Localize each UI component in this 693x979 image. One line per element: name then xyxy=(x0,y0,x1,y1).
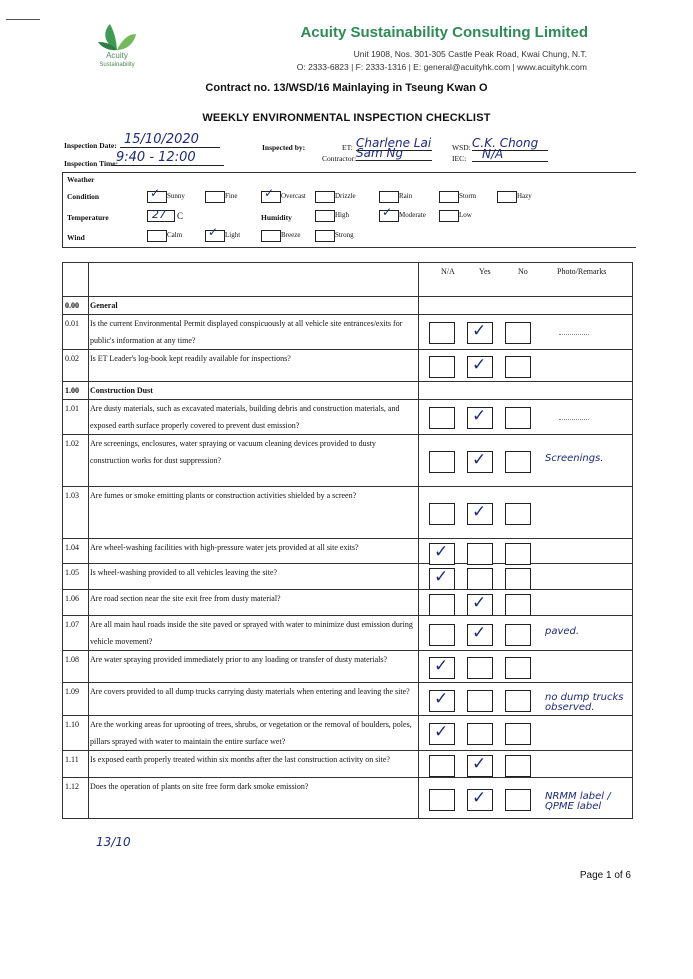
inspection-date-label: Inspection Date: xyxy=(64,141,117,150)
overcast-checkbox[interactable]: ✓ xyxy=(261,191,281,203)
hazy-checkbox[interactable] xyxy=(497,191,517,203)
item-number: 1.12 xyxy=(63,778,89,819)
company-address: Unit 1908, Nos. 301-305 Castle Peak Road, Kwai Chung, N.T. xyxy=(353,49,587,59)
contractor-value: Sam Ng xyxy=(356,146,432,161)
item-number: 1.05 xyxy=(63,564,89,590)
scan-mark xyxy=(6,19,40,20)
table-row xyxy=(63,564,633,590)
table-row xyxy=(63,751,633,778)
table-row xyxy=(63,683,633,716)
et-value: Charlene Lai xyxy=(356,136,432,150)
no-checkbox[interactable] xyxy=(505,543,531,565)
na-checkbox[interactable] xyxy=(429,407,455,429)
item-number: 1.02 xyxy=(63,435,89,487)
check-mark-icon: ✓ xyxy=(434,542,449,562)
check-mark-icon: ✓ xyxy=(434,567,449,587)
table-row xyxy=(63,400,633,435)
yes-checkbox[interactable] xyxy=(467,322,493,344)
question-text: Are screenings, enclosures, water spraying or vacuum cleaning devices provided to dusty construction works for dust suppression? xyxy=(89,435,419,487)
remark-text: NRMM label / QPME label xyxy=(545,791,611,812)
question-text: Are water spraying provided immediately prior to any loading or transfer of dusty materials? xyxy=(89,651,419,683)
check-mark-icon: ✓ xyxy=(472,321,487,341)
na-checkbox[interactable] xyxy=(429,789,455,811)
no-checkbox[interactable] xyxy=(505,356,531,378)
question-text: Are the working areas for uprooting of trees, shrubs, or vegetation or the removal of boulders, poles, pillars sprayed with water to maintain the entire surface wet? xyxy=(89,716,419,751)
table-row xyxy=(63,716,633,751)
no-checkbox[interactable] xyxy=(505,451,531,473)
item-number: 1.10 xyxy=(63,716,89,751)
condition-label: Condition xyxy=(67,192,100,201)
item-number: 0.02 xyxy=(63,350,89,382)
company-name-wrap xyxy=(0,24,588,42)
table-row xyxy=(63,435,633,487)
no-checkbox[interactable] xyxy=(505,503,531,525)
section-row xyxy=(63,382,633,400)
check-mark-icon: ✓ xyxy=(472,450,487,470)
na-checkbox[interactable] xyxy=(429,624,455,646)
no-checkbox[interactable] xyxy=(505,723,531,745)
yes-checkbox[interactable] xyxy=(467,503,493,525)
na-checkbox[interactable] xyxy=(429,451,455,473)
inspection-time-value: 9:40 - 12:00 xyxy=(112,150,224,166)
yes-checkbox[interactable] xyxy=(467,624,493,646)
item-number: 1.06 xyxy=(63,590,89,616)
breeze-wind-checkbox[interactable] xyxy=(261,230,281,242)
na-checkbox[interactable] xyxy=(429,568,455,590)
item-number: 0.00 xyxy=(63,297,89,315)
no-checkbox[interactable] xyxy=(505,690,531,712)
answer-cell xyxy=(419,716,633,751)
question-text: Are covers provided to all dump trucks carrying dusty materials when entering and leaving the site? xyxy=(89,683,419,716)
no-checkbox[interactable] xyxy=(505,624,531,646)
no-checkbox[interactable] xyxy=(505,594,531,616)
table-row xyxy=(63,539,633,564)
yes-checkbox[interactable] xyxy=(467,594,493,616)
no-checkbox[interactable] xyxy=(505,407,531,429)
answer-cell xyxy=(419,778,633,819)
overcast-label: Overcast xyxy=(281,192,306,200)
no-checkbox[interactable] xyxy=(505,789,531,811)
question-text: Are wheel-washing facilities with high-pressure water jets provided at all site exits? xyxy=(89,539,419,564)
drizzle-checkbox[interactable] xyxy=(315,191,335,203)
check-mark-icon: ✓ xyxy=(434,722,449,742)
inspection-date-value: 15/10/2020 xyxy=(120,132,220,148)
col-na-header: N/A xyxy=(441,267,455,276)
inspected-by-label: Inspected by: xyxy=(262,143,306,152)
drizzle-label: Drizzle xyxy=(335,192,356,200)
table-row xyxy=(63,651,633,683)
na-checkbox[interactable] xyxy=(429,594,455,616)
hazy-label: Hazy xyxy=(517,192,532,200)
yes-checkbox[interactable] xyxy=(467,789,493,811)
col-remarks-header: Photo/Remarks xyxy=(557,267,607,276)
header-question-cell xyxy=(89,263,419,297)
page-title: WEEKLY ENVIRONMENTAL INSPECTION CHECKLIST xyxy=(202,112,491,124)
breeze-wind-label: Breeze xyxy=(281,231,301,239)
header-answers-cell xyxy=(419,263,633,297)
company-name: Acuity Sustainability Consulting Limited xyxy=(300,24,588,41)
check-mark-icon: ✓ xyxy=(472,355,487,375)
table-row xyxy=(63,487,633,539)
na-checkbox[interactable] xyxy=(429,723,455,745)
remark-text: no dump trucks observed. xyxy=(545,692,624,713)
na-checkbox[interactable] xyxy=(429,543,455,565)
weather-section xyxy=(62,172,636,248)
temperature-unit: C xyxy=(177,211,184,221)
rain-label: Rain xyxy=(399,192,413,200)
item-number: 1.03 xyxy=(63,487,89,539)
section-title: General xyxy=(89,297,419,315)
iec-label: IEC: xyxy=(452,154,467,163)
section-row xyxy=(63,297,633,315)
check-mark-icon: ✓ xyxy=(434,656,449,676)
initials-handwritten: 13/10 xyxy=(96,835,131,849)
table-row xyxy=(63,590,633,616)
item-number: 1.07 xyxy=(63,616,89,651)
item-number: 0.01 xyxy=(63,315,89,350)
answer-cell xyxy=(419,590,633,616)
rain-checkbox[interactable] xyxy=(379,191,399,203)
sunny-checkbox[interactable]: ✓ xyxy=(147,191,167,203)
answer-cell xyxy=(419,487,633,539)
temperature-value: 27 xyxy=(152,208,166,221)
light-wind-checkbox[interactable]: ✓ xyxy=(205,230,225,242)
yes-checkbox[interactable] xyxy=(467,568,493,590)
answer-cell xyxy=(419,435,633,487)
no-checkbox[interactable] xyxy=(505,322,531,344)
no-checkbox[interactable] xyxy=(505,568,531,590)
fine-label: Fine xyxy=(225,192,238,200)
remark-text: paved. xyxy=(545,626,580,637)
weather-label: Weather xyxy=(67,175,95,184)
high-humidity-label: High xyxy=(335,211,349,219)
na-checkbox[interactable] xyxy=(429,503,455,525)
table-row xyxy=(63,616,633,651)
sunny-label: Sunny xyxy=(167,192,185,200)
yes-checkbox[interactable] xyxy=(467,755,493,777)
fine-checkbox[interactable] xyxy=(205,191,225,203)
col-no-header: No xyxy=(518,267,528,276)
item-number: 1.04 xyxy=(63,539,89,564)
check-mark-icon: ✓ xyxy=(472,788,487,808)
answer-cell xyxy=(419,350,633,382)
wsd-value: C.K. Chong xyxy=(472,136,548,151)
page-number: Page 1 of 6 xyxy=(579,870,631,881)
header-num-cell xyxy=(63,263,89,297)
storm-checkbox[interactable] xyxy=(439,191,459,203)
contract-title: Contract no. 13/WSD/16 Mainlaying in Tseung Kwan O xyxy=(205,82,488,94)
strong-wind-checkbox[interactable] xyxy=(315,230,335,242)
item-number: 1.08 xyxy=(63,651,89,683)
et-label: ET: xyxy=(342,143,353,152)
inspection-time-label: Inspection Time: xyxy=(64,159,119,168)
logo-name: Acuity xyxy=(106,51,128,60)
question-text: Is wheel-washing provided to all vehicles leaving the site? xyxy=(89,564,419,590)
item-number: 1.09 xyxy=(63,683,89,716)
moderate-humidity-checkbox[interactable]: ✓ xyxy=(379,210,399,222)
yes-checkbox[interactable] xyxy=(467,657,493,679)
question-text: Does the operation of plants on site free form dark smoke emission? xyxy=(89,778,419,819)
check-mark-icon: ✓ xyxy=(472,623,487,643)
check-mark-icon: ✓ xyxy=(434,689,449,709)
yes-checkbox[interactable] xyxy=(467,690,493,712)
item-number: 1.00 xyxy=(63,382,89,400)
storm-label: Storm xyxy=(459,192,477,200)
contractor-label: Contractor: xyxy=(322,154,357,163)
strong-wind-label: Strong xyxy=(335,231,354,239)
answer-cell xyxy=(419,683,633,716)
question-text: Are all main haul roads inside the site paved or sprayed with water to minimize dust emission during vehicle movement? xyxy=(89,616,419,651)
logo-subtitle: Sustainability xyxy=(99,62,135,68)
question-text: Is ET Leader's log-book kept readily available for inspections? xyxy=(89,350,419,382)
no-checkbox[interactable] xyxy=(505,755,531,777)
table-row xyxy=(63,315,633,350)
table-row xyxy=(63,778,633,819)
answer-cell xyxy=(419,297,633,315)
calm-wind-label: Calm xyxy=(167,231,183,239)
section-title: Construction Dust xyxy=(89,382,419,400)
company-contacts: O: 2333-6823 | F: 2333-1316 | E: general@acuityhk.com | www.acuityhk.com xyxy=(296,62,587,72)
answer-cell xyxy=(419,315,633,350)
na-checkbox[interactable] xyxy=(429,690,455,712)
answer-cell xyxy=(419,651,633,683)
check-mark-icon: ✓ xyxy=(472,406,487,426)
check-mark-icon: ✓ xyxy=(472,754,487,774)
answer-cell xyxy=(419,616,633,651)
answer-cell xyxy=(419,564,633,590)
moderate-humidity-label: Moderate xyxy=(399,211,426,219)
yes-checkbox[interactable] xyxy=(467,543,493,565)
wsd-label: WSD: xyxy=(452,143,471,152)
item-number: 1.11 xyxy=(63,751,89,778)
question-text: Is the current Environmental Permit displayed conspicuously at all vehicle site entrances/exits for public's information at any time? xyxy=(89,315,419,350)
temperature-box[interactable] xyxy=(147,210,175,222)
answer-cell xyxy=(419,751,633,778)
question-text: Are road section near the site exit free from dusty material? xyxy=(89,590,419,616)
low-humidity-checkbox[interactable] xyxy=(439,210,459,222)
table-header-row xyxy=(63,263,633,297)
answer-cell xyxy=(419,400,633,435)
col-yes-header: Yes xyxy=(479,267,491,276)
na-checkbox[interactable] xyxy=(429,322,455,344)
no-checkbox[interactable] xyxy=(505,657,531,679)
remark-text: Screenings. xyxy=(545,453,604,464)
checklist-table xyxy=(62,262,633,819)
check-mark-icon: ✓ xyxy=(472,502,487,522)
question-text: Is exposed earth properly treated within six months after the last construction activity on site? xyxy=(89,751,419,778)
na-checkbox[interactable] xyxy=(429,356,455,378)
wind-label: Wind xyxy=(67,233,85,242)
answer-cell xyxy=(419,382,633,400)
yes-checkbox[interactable] xyxy=(467,723,493,745)
temperature-label: Temperature xyxy=(67,213,109,222)
remark-blank-line xyxy=(559,334,589,335)
iec-value: N/A xyxy=(472,147,548,162)
question-text: Are fumes or smoke emitting plants or construction activities shielded by a screen? xyxy=(89,487,419,539)
low-humidity-label: Low xyxy=(459,211,472,219)
answer-cell xyxy=(419,539,633,564)
calm-wind-checkbox[interactable] xyxy=(147,230,167,242)
na-checkbox[interactable] xyxy=(429,657,455,679)
yes-checkbox[interactable] xyxy=(467,451,493,473)
table-row xyxy=(63,350,633,382)
item-number: 1.01 xyxy=(63,400,89,435)
na-checkbox[interactable] xyxy=(429,755,455,777)
question-text: Are dusty materials, such as excavated materials, building debris and construction materials, and exposed earth surface properly covered to prevent dust emission? xyxy=(89,400,419,435)
remark-blank-line xyxy=(559,419,589,420)
check-mark-icon: ✓ xyxy=(472,593,487,613)
high-humidity-checkbox[interactable] xyxy=(315,210,335,222)
yes-checkbox[interactable] xyxy=(467,356,493,378)
light-wind-label: Light xyxy=(225,231,241,239)
yes-checkbox[interactable] xyxy=(467,407,493,429)
humidity-label: Humidity xyxy=(261,213,292,222)
